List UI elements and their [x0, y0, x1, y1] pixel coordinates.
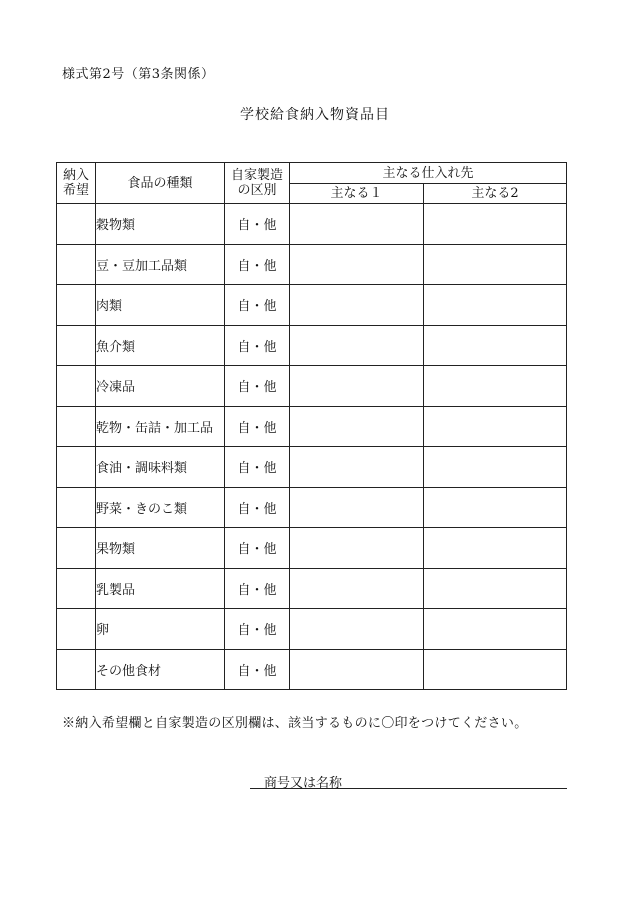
- self-made-header-line1: 自家製造: [230, 168, 283, 183]
- supplier2-cell[interactable]: [424, 366, 567, 407]
- food-category-cell: 穀物類: [96, 204, 225, 245]
- supplier1-cell[interactable]: [290, 285, 424, 326]
- self-made-division-cell[interactable]: 自・他: [225, 609, 290, 650]
- table-row: [57, 244, 567, 285]
- delivery-wish-cell[interactable]: [57, 204, 96, 245]
- trade-name-field[interactable]: [250, 772, 567, 789]
- table-row: [57, 366, 567, 407]
- self-made-division-cell[interactable]: 自・他: [225, 568, 290, 609]
- trade-name-label: 商号又は名称: [264, 776, 343, 791]
- self-made-division-cell[interactable]: 自・他: [225, 244, 290, 285]
- supplier1-cell[interactable]: [290, 649, 424, 690]
- self-made-division-cell[interactable]: 自・他: [225, 528, 290, 569]
- delivery-wish-cell[interactable]: [57, 447, 96, 488]
- food-category-cell: その他食材: [96, 649, 225, 690]
- form-number: 様式第2号（第3条関係）: [62, 67, 215, 82]
- table-row: [57, 568, 567, 609]
- table-row: [57, 447, 567, 488]
- supplier1-cell[interactable]: [290, 528, 424, 569]
- delivery-wish-header-line1: 納入: [62, 168, 89, 183]
- table-row: [57, 325, 567, 366]
- instruction-note: ※納入希望欄と自家製造の区別欄は、該当するものに〇印をつけてください。: [62, 716, 528, 731]
- supplier1-cell[interactable]: [290, 406, 424, 447]
- supplier2-cell[interactable]: [424, 649, 567, 690]
- supplier2-cell[interactable]: [424, 487, 567, 528]
- supplier2-cell[interactable]: [424, 325, 567, 366]
- items-table: [56, 162, 567, 690]
- self-made-division-cell[interactable]: 自・他: [225, 325, 290, 366]
- food-category-cell: 豆・豆加工品類: [96, 244, 225, 285]
- delivery-wish-cell[interactable]: [57, 325, 96, 366]
- self-made-division-cell[interactable]: 自・他: [225, 366, 290, 407]
- food-category-cell: 乳製品: [96, 568, 225, 609]
- supplier1-cell[interactable]: [290, 366, 424, 407]
- delivery-wish-cell[interactable]: [57, 244, 96, 285]
- supplier2-cell[interactable]: [424, 609, 567, 650]
- delivery-wish-cell[interactable]: [57, 406, 96, 447]
- supplier1-cell[interactable]: [290, 568, 424, 609]
- supplier2-cell[interactable]: [424, 244, 567, 285]
- supplier1-cell[interactable]: [290, 609, 424, 650]
- self-made-header-line2: の区別: [237, 183, 277, 198]
- supplier1-cell[interactable]: [290, 204, 424, 245]
- document-title: 学校給食納入物資品目: [240, 107, 390, 123]
- supplier2-cell[interactable]: [424, 447, 567, 488]
- supplier1-cell[interactable]: [290, 447, 424, 488]
- delivery-wish-cell[interactable]: [57, 609, 96, 650]
- supplier2-cell[interactable]: [424, 285, 567, 326]
- self-made-division-cell[interactable]: 自・他: [225, 285, 290, 326]
- table-row: [57, 204, 567, 245]
- supplier2-cell[interactable]: [424, 406, 567, 447]
- delivery-wish-header-line2: 希望: [62, 183, 89, 198]
- delivery-wish-header: [57, 163, 96, 204]
- supplier2-header: 主なる2: [424, 184, 567, 204]
- table-row: [57, 609, 567, 650]
- delivery-wish-cell[interactable]: [57, 487, 96, 528]
- supplier2-cell[interactable]: [424, 204, 567, 245]
- food-category-cell: 肉類: [96, 285, 225, 326]
- delivery-wish-cell[interactable]: [57, 528, 96, 569]
- supplier1-cell[interactable]: [290, 325, 424, 366]
- self-made-division-cell[interactable]: 自・他: [225, 487, 290, 528]
- supplier1-cell[interactable]: [290, 244, 424, 285]
- table-row: [57, 406, 567, 447]
- food-category-cell: 果物類: [96, 528, 225, 569]
- food-category-cell: 食油・調味料類: [96, 447, 225, 488]
- table-row: [57, 285, 567, 326]
- self-made-division-cell[interactable]: 自・他: [225, 447, 290, 488]
- table-row: [57, 528, 567, 569]
- food-type-header: 食品の種類: [96, 163, 225, 204]
- self-made-header: [225, 163, 290, 204]
- food-category-cell: 野菜・きのこ類: [96, 487, 225, 528]
- supplier2-cell[interactable]: [424, 528, 567, 569]
- supplier1-header: 主なる１: [290, 184, 424, 204]
- main-supplier-header: 主なる仕入れ先: [290, 163, 567, 184]
- delivery-wish-cell[interactable]: [57, 649, 96, 690]
- supplier1-cell[interactable]: [290, 487, 424, 528]
- delivery-wish-cell[interactable]: [57, 366, 96, 407]
- delivery-wish-cell[interactable]: [57, 568, 96, 609]
- food-category-cell: 卵: [96, 609, 225, 650]
- table-row: [57, 487, 567, 528]
- self-made-division-cell[interactable]: 自・他: [225, 204, 290, 245]
- supplier2-cell[interactable]: [424, 568, 567, 609]
- delivery-wish-cell[interactable]: [57, 285, 96, 326]
- self-made-division-cell[interactable]: 自・他: [225, 649, 290, 690]
- food-category-cell: 乾物・缶詰・加工品: [96, 406, 225, 447]
- food-category-cell: 魚介類: [96, 325, 225, 366]
- self-made-division-cell[interactable]: 自・他: [225, 406, 290, 447]
- table-row: [57, 649, 567, 690]
- food-category-cell: 冷凍品: [96, 366, 225, 407]
